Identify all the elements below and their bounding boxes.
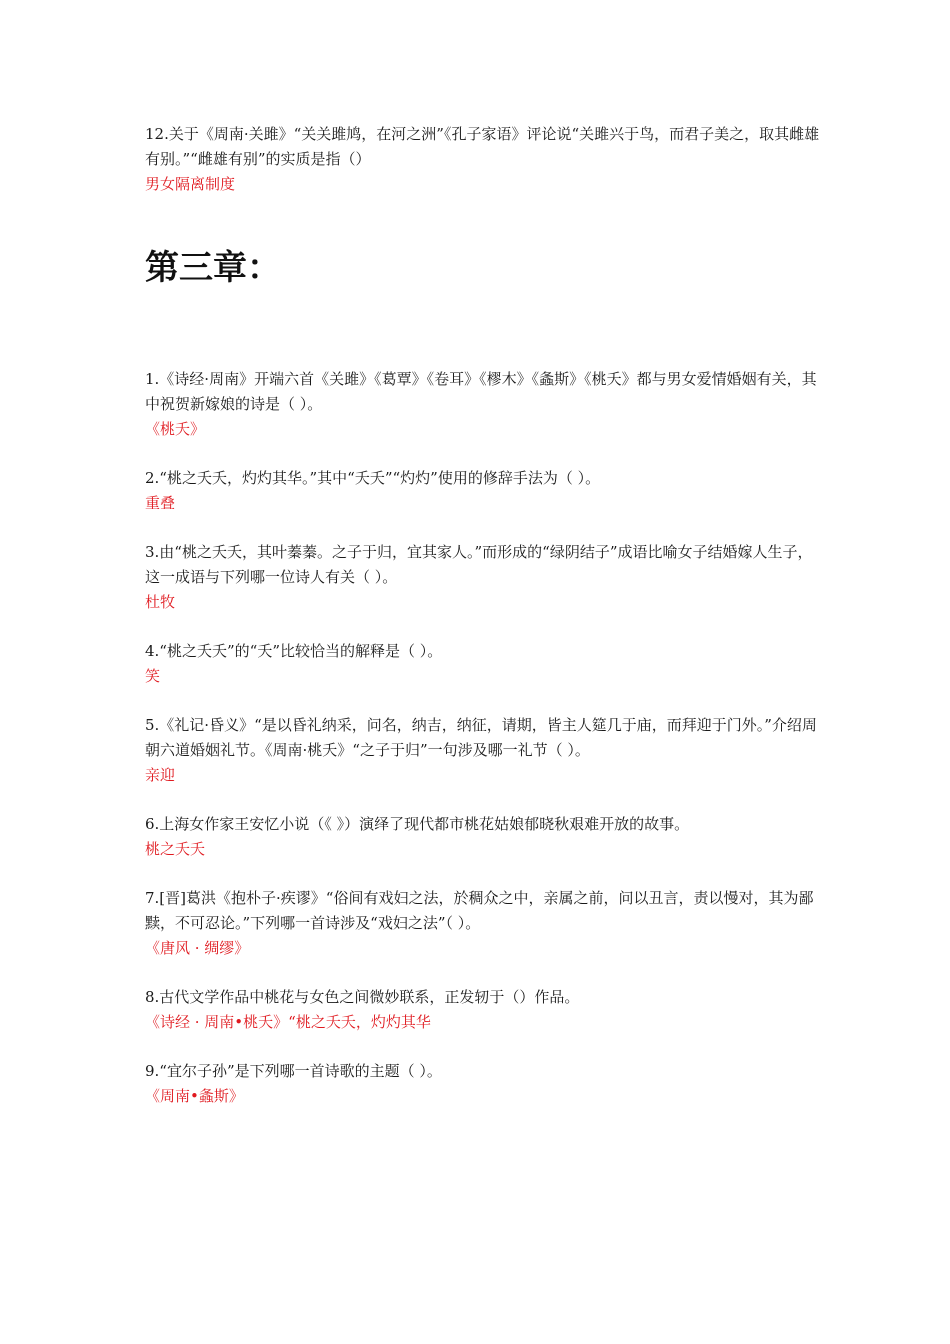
answer-text: 《唐风 · 绸缪》: [145, 939, 250, 957]
question-text: 1.《诗经·周南》开端六首《关雎》《葛覃》《卷耳》《樛木》《螽斯》《桃夭》都与男女爱情婚姻有关，其中祝贺新嫁娘的诗是（ ）。: [145, 370, 817, 413]
question-text: 9.“宜尔子孙”是下列哪一首诗歌的主题（ ）。: [145, 1062, 442, 1080]
answer-text: 男女隔离制度: [145, 175, 236, 193]
chapter-heading-wrap: [145, 245, 820, 291]
answer-text: 《周南•螽斯》: [145, 1087, 244, 1105]
answer-text: 重叠: [145, 494, 176, 512]
question-block-1: [145, 367, 820, 442]
question-block-4: [145, 639, 820, 689]
question-text: 12.关于《周南·关雎》“关关雎鸠，在河之洲”《孔子家语》评论说“关雎兴于鸟，而君子美之，取其雌雄有别。”“雌雄有别”的实质是指（）: [145, 125, 820, 168]
answer-text: 《桃夭》: [145, 420, 206, 438]
document-page: [145, 122, 820, 1133]
question-block-7: [145, 886, 820, 961]
question-text: 6.上海女作家王安忆小说（《 》）演绎了现代都市桃花姑娘郁晓秋艰难开放的故事。: [145, 815, 690, 833]
question-text: 4.“桃之夭夭”的“夭”比较恰当的解释是（ ）。: [145, 642, 443, 660]
question-block-2: [145, 466, 820, 516]
chapter-title: 第三章：: [145, 248, 281, 288]
question-text: 3.由“桃之夭夭，其叶蓁蓁。之子于归，宜其家人。”而形成的“绿阴结子”成语比喻女子结婚嫁人生子，这一成语与下列哪一位诗人有关（ ）。: [145, 543, 813, 586]
question-block-8: [145, 985, 820, 1035]
answer-text: 杜牧: [145, 593, 176, 611]
question-text: 7.[晋]葛洪《抱朴子·疾谬》“俗间有戏妇之法，於稠众之中，亲属之前，问以丑言，责以慢对，其为鄙黩，不可忍论。”下列哪一首诗涉及“戏妇之法”（ ）。: [145, 889, 814, 932]
answer-text: 《诗经 · 周南•桃夭》“桃之夭夭，灼灼其华: [145, 1013, 431, 1031]
answer-text: 笑: [145, 667, 161, 685]
question-block-9: [145, 1059, 820, 1109]
question-text: 8.古代文学作品中桃花与女色之间微妙联系，正发轫于（）作品。: [145, 988, 580, 1006]
question-text: 5.《礼记·昏义》“是以昏礼纳采，问名，纳吉，纳征，请期，皆主人筵几于庙，而拜迎于门外。”介绍周朝六道婚姻礼节。《周南·桃夭》“之子于归”一句涉及哪一礼节（ ）。: [145, 716, 817, 759]
question-block-3: [145, 540, 820, 615]
question-block-6: [145, 812, 820, 862]
answer-text: 桃之夭夭: [145, 840, 206, 858]
answer-text: 亲迎: [145, 766, 176, 784]
question-block-12: [145, 122, 820, 197]
question-block-5: [145, 713, 820, 788]
question-text: 2.“桃之夭夭，灼灼其华。”其中“夭夭”“灼灼”使用的修辞手法为（ ）。: [145, 469, 601, 487]
